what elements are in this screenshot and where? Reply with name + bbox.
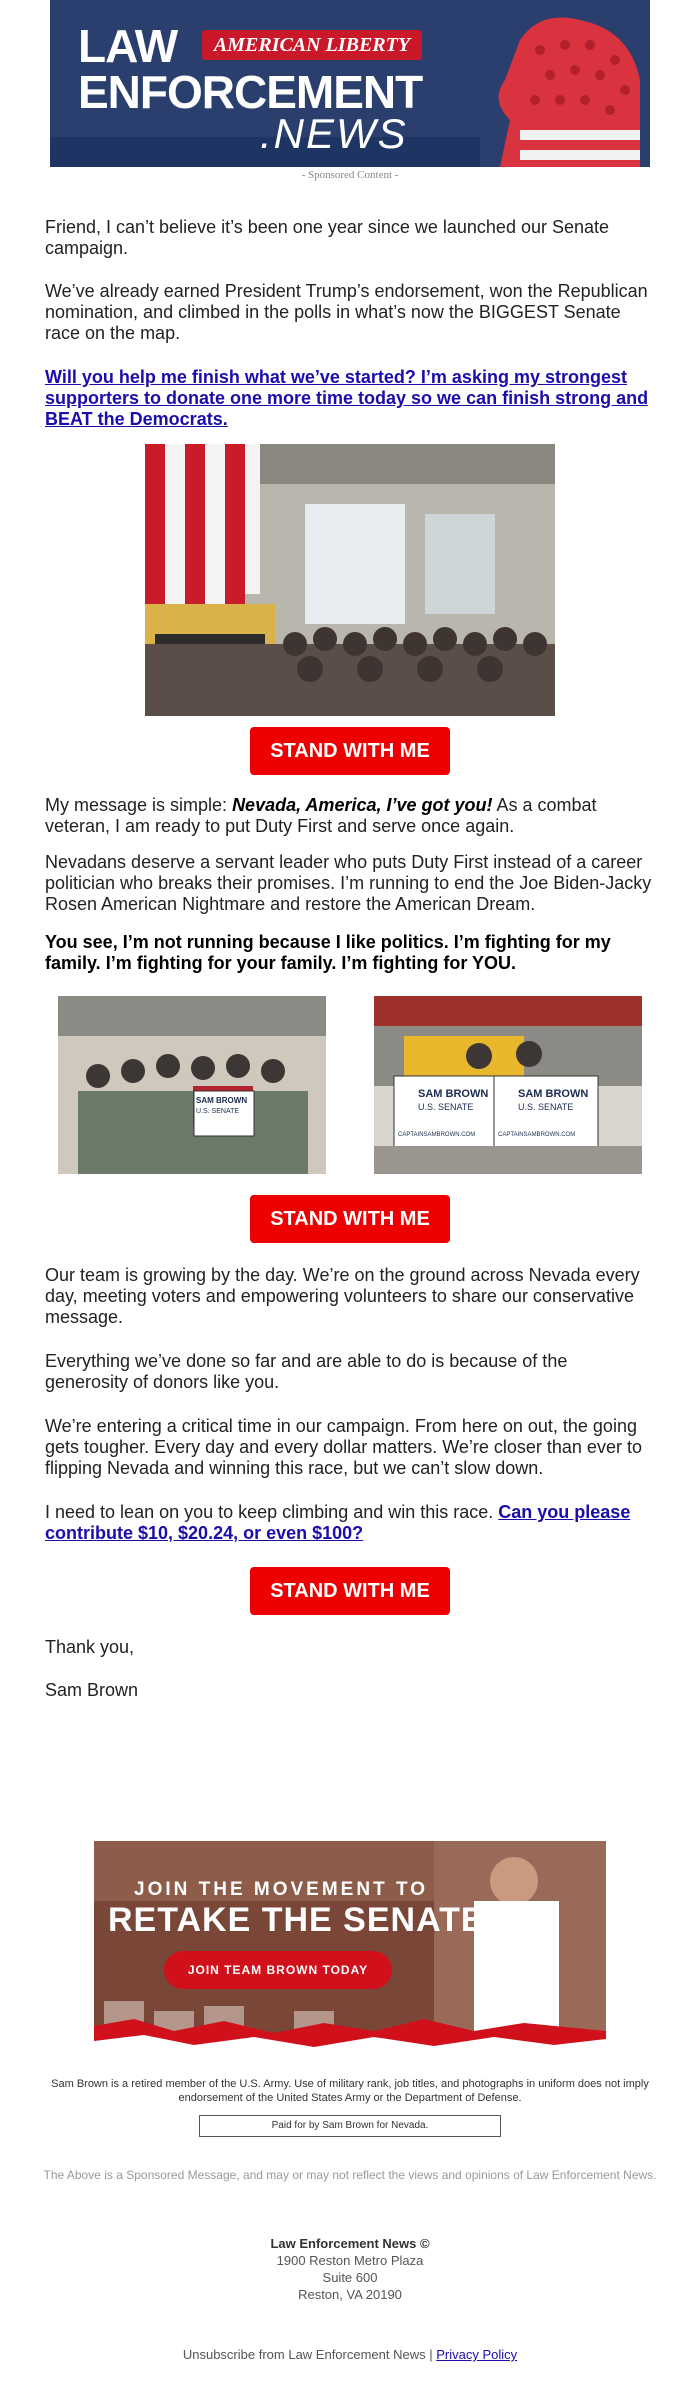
brand-law-text: LAW xyxy=(78,20,178,72)
critical-time-paragraph: We’re entering a critical time in our campaign. From here on out, the going gets tougher. Every day and every dollar matters. We’re closer than ever to flipping Nevada and winning this race, but we can’t slow down. xyxy=(45,1416,642,1478)
privacy-policy-link[interactable]: Privacy Policy xyxy=(436,2347,518,2362)
publisher-name: Law Enforcement News © xyxy=(270,2236,430,2251)
rally-photo[interactable] xyxy=(145,444,555,716)
address-line-2: Suite 600 xyxy=(322,2270,378,2285)
brand-enforcement-text: ENFORCEMENT xyxy=(78,66,423,118)
message-lead: My message is simple: xyxy=(45,795,233,815)
sign-sub-left: U.S. SENATE xyxy=(196,1108,240,1115)
address-line-3: Reston, VA 20190 xyxy=(298,2287,402,2302)
endorsement-paragraph: We’ve already earned President Trump’s endorsement, won the Republican nomination, and climbed in the polls in what’s now the BIGGEST Senate race on the map. xyxy=(45,281,648,343)
team-photo-left-image xyxy=(58,996,326,1174)
fighting-paragraph: You see, I’m not running because I like politics. I’m fighting for my family. I’m fighting for your family. I’m fighting for YOU. xyxy=(45,932,611,973)
sign-name-left: SAM BROWN xyxy=(196,1096,248,1105)
army-disclaimer: Sam Brown is a retired member of the U.S. Army. Use of military rank, job titles, and photographs in uniform does not imply endorsement of the United States Army or the Department of Defense. xyxy=(51,2078,649,2104)
sign-url-right-a: CAPTAINSAMBROWN.COM xyxy=(398,1132,476,1138)
message-tail: As a combat veteran, I am ready to put Duty First and serve once again. xyxy=(45,795,597,836)
sponsored-disclaimer: The Above is a Sponsored Message, and may or may not reflect the views and opinions of Law Enforcement News. xyxy=(43,2168,657,2182)
join-team-brown-button[interactable]: JOIN TEAM BROWN TODAY xyxy=(164,1951,392,1989)
sign-sub-right-a: U.S. SENATE xyxy=(418,1102,474,1112)
flag-silhouette-graphic xyxy=(480,0,650,167)
contribute-lead: I need to lean on you to keep climbing and win this race. xyxy=(45,1502,499,1522)
contribute-paragraph xyxy=(45,1502,655,1544)
team-photo-right-image xyxy=(374,996,642,1174)
header-banner[interactable] xyxy=(50,0,650,167)
thank-you-text: Thank you, xyxy=(45,1637,135,1657)
promo-line-1: JOIN THE MOVEMENT TO xyxy=(134,1879,429,1900)
unsubscribe-link[interactable]: Unsubscribe xyxy=(182,2347,256,2362)
promo-background xyxy=(94,1841,606,2059)
signature-text: Sam Brown xyxy=(45,1680,139,1700)
team-photo-right[interactable] xyxy=(374,996,642,1174)
donate-link-paragraph[interactable] xyxy=(45,367,655,430)
sign-name-right-b: SAM BROWN xyxy=(518,1088,589,1100)
contribute-link[interactable]: Can you please contribute $10, $20.24, or even $100? xyxy=(45,1502,631,1543)
stand-with-me-button-2[interactable]: STAND WITH ME xyxy=(250,1195,450,1243)
message-bold: Nevada, America, I’ve got you! xyxy=(232,795,493,815)
sign-url-right-b: CAPTAINSAMBROWN.COM xyxy=(498,1132,576,1138)
donate-link[interactable]: Will you help me finish what we’ve started? I’m asking my strongest supporters to donate one more time today so we can finish strong and BEAT the Democrats. xyxy=(45,367,649,429)
footer-from-text: from Law Enforcement News | xyxy=(255,2347,437,2362)
sign-sub-right-b: U.S. SENATE xyxy=(518,1102,574,1112)
paid-for-box: Paid for by Sam Brown for Nevada. xyxy=(199,2115,501,2137)
intro-paragraph: Friend, I can’t believe it’s been one year since we launched our Senate campaign. xyxy=(45,217,610,258)
sponsored-label: - Sponsored Content - xyxy=(301,169,399,181)
stand-with-me-button-3[interactable]: STAND WITH ME xyxy=(250,1567,450,1615)
rally-photo-image xyxy=(145,444,555,716)
team-photo-left[interactable] xyxy=(58,996,326,1174)
team-growing-paragraph: Our team is growing by the day. We’re on the ground across Nevada every day, meeting voters and empowering volunteers to share our conservative message. xyxy=(45,1265,640,1327)
servant-leader-paragraph: Nevadans deserve a servant leader who puts Duty First instead of a career politician who breaks their promises. I’m running to end the Joe Biden-Jacky Rosen American Nightmare and restore the American Dream. xyxy=(45,852,652,914)
donors-paragraph: Everything we’ve done so far and are able to do is because of the generosity of donors like you. xyxy=(45,1351,568,1392)
stand-with-me-button-1[interactable]: STAND WITH ME xyxy=(250,727,450,775)
message-paragraph xyxy=(45,795,655,837)
promo-line-2: RETAKE THE SENATE xyxy=(108,1901,485,1939)
sign-name-right-a: SAM BROWN xyxy=(418,1088,489,1100)
retake-senate-banner[interactable] xyxy=(94,1841,606,2059)
american-liberty-logo: AMERICAN LIBERTY xyxy=(202,30,422,60)
address-line-1: 1900 Reston Metro Plaza xyxy=(276,2253,424,2268)
footer xyxy=(0,2347,700,2362)
brand-news-text: .NEWS xyxy=(260,110,408,157)
